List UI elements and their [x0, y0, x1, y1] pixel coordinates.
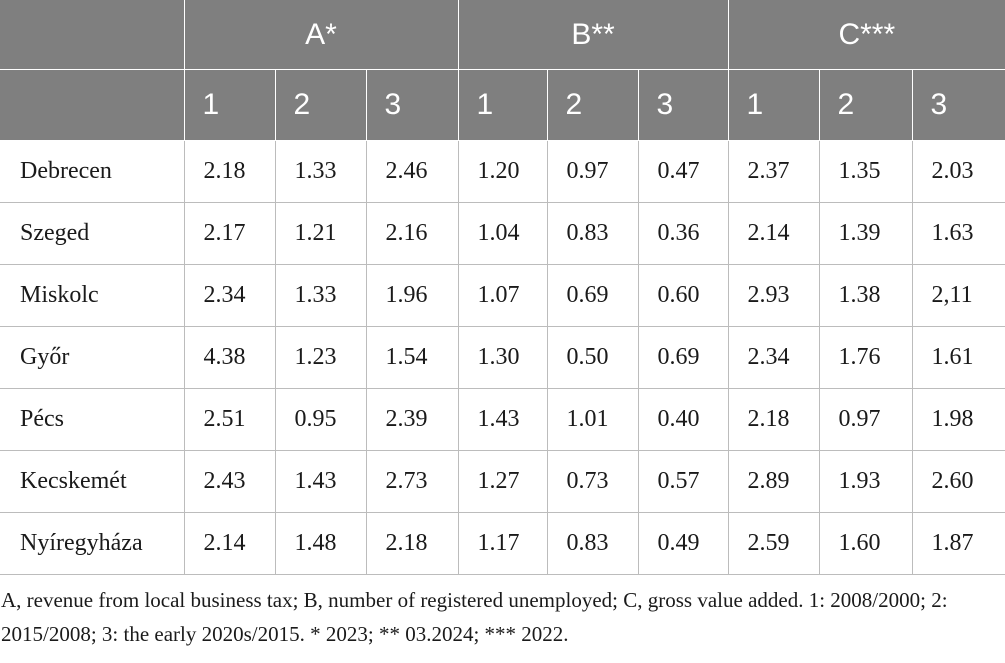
value-cell: 1.96: [366, 265, 458, 327]
row-city-cell: Nyíregyháza: [0, 513, 184, 575]
value-cell: 2.89: [728, 451, 819, 513]
value-cell: 2.18: [366, 513, 458, 575]
value-cell: 2,11: [912, 265, 1005, 327]
value-cell: 2.14: [184, 513, 275, 575]
value-cell: 2.16: [366, 203, 458, 265]
value-cell: 0.69: [547, 265, 638, 327]
value-cell: 1.60: [819, 513, 912, 575]
header-sub-c1: 1: [728, 70, 819, 141]
value-cell: 1.43: [275, 451, 366, 513]
value-cell: 1.17: [458, 513, 547, 575]
value-cell: 0.83: [547, 513, 638, 575]
value-cell: 2.60: [912, 451, 1005, 513]
header-group-b: B**: [458, 0, 728, 70]
row-city-cell: Kecskemét: [0, 451, 184, 513]
value-cell: 0.60: [638, 265, 728, 327]
value-cell: 1.07: [458, 265, 547, 327]
value-cell: 2.73: [366, 451, 458, 513]
value-cell: 4.38: [184, 327, 275, 389]
row-city-cell: Szeged: [0, 203, 184, 265]
value-cell: 2.18: [728, 389, 819, 451]
value-cell: 0.57: [638, 451, 728, 513]
value-cell: 0.49: [638, 513, 728, 575]
value-cell: 2.03: [912, 141, 1005, 203]
table-row: [0, 451, 1005, 513]
table-row: [0, 203, 1005, 265]
header-corner-sub: [0, 70, 184, 141]
value-cell: 1.23: [275, 327, 366, 389]
value-cell: 1.48: [275, 513, 366, 575]
value-cell: 1.87: [912, 513, 1005, 575]
header-group-c: C***: [728, 0, 1005, 70]
table-body: [0, 141, 1005, 575]
value-cell: 1.61: [912, 327, 1005, 389]
value-cell: 2.34: [728, 327, 819, 389]
header-corner: [0, 0, 184, 70]
value-cell: 0.97: [819, 389, 912, 451]
value-cell: 1.33: [275, 141, 366, 203]
header-sub-a1: 1: [184, 70, 275, 141]
value-cell: 1.39: [819, 203, 912, 265]
value-cell: 1.30: [458, 327, 547, 389]
value-cell: 1.21: [275, 203, 366, 265]
value-cell: 1.98: [912, 389, 1005, 451]
value-cell: 1.38: [819, 265, 912, 327]
table-footnote: A, revenue from local business tax; B, number of registered unemployed; C, gross value added. 1: 2008/2000; 2: 2015/2008; 3: the early 2020s/2015. * 2023; ** 03.2024; *** 2022.: [1, 588, 948, 646]
row-city-cell: Győr: [0, 327, 184, 389]
table-row: [0, 389, 1005, 451]
value-cell: 2.46: [366, 141, 458, 203]
table-row: [0, 327, 1005, 389]
row-city-cell: Miskolc: [0, 265, 184, 327]
table-row: [0, 513, 1005, 575]
value-cell: 0.69: [638, 327, 728, 389]
value-cell: 1.33: [275, 265, 366, 327]
value-cell: 2.17: [184, 203, 275, 265]
header-sub-c3: 3: [912, 70, 1005, 141]
header-sub-a2: 2: [275, 70, 366, 141]
value-cell: 2.14: [728, 203, 819, 265]
value-cell: 2.51: [184, 389, 275, 451]
value-cell: 2.59: [728, 513, 819, 575]
value-cell: 1.27: [458, 451, 547, 513]
value-cell: 2.39: [366, 389, 458, 451]
row-city-cell: Pécs: [0, 389, 184, 451]
row-city-cell: Debrecen: [0, 141, 184, 203]
value-cell: 0.47: [638, 141, 728, 203]
value-cell: 0.40: [638, 389, 728, 451]
value-cell: 0.73: [547, 451, 638, 513]
value-cell: 1.76: [819, 327, 912, 389]
value-cell: 2.34: [184, 265, 275, 327]
value-cell: 2.37: [728, 141, 819, 203]
header-group-row: [0, 0, 1005, 70]
value-cell: 1.04: [458, 203, 547, 265]
header-group-a: A*: [184, 0, 458, 70]
value-cell: 2.43: [184, 451, 275, 513]
value-cell: 1.63: [912, 203, 1005, 265]
header-sub-b3: 3: [638, 70, 728, 141]
value-cell: 0.36: [638, 203, 728, 265]
value-cell: 2.93: [728, 265, 819, 327]
value-cell: 0.95: [275, 389, 366, 451]
value-cell: 1.01: [547, 389, 638, 451]
table-row: [0, 265, 1005, 327]
value-cell: 1.35: [819, 141, 912, 203]
value-cell: 1.93: [819, 451, 912, 513]
header-sub-b1: 1: [458, 70, 547, 141]
value-cell: 1.43: [458, 389, 547, 451]
value-cell: 1.54: [366, 327, 458, 389]
header-sub-row: [0, 70, 1005, 141]
value-cell: 1.20: [458, 141, 547, 203]
value-cell: 0.50: [547, 327, 638, 389]
table-row: [0, 141, 1005, 203]
header-sub-c2: 2: [819, 70, 912, 141]
value-cell: 0.83: [547, 203, 638, 265]
value-cell: 2.18: [184, 141, 275, 203]
header-sub-b2: 2: [547, 70, 638, 141]
header-sub-a3: 3: [366, 70, 458, 141]
value-cell: 0.97: [547, 141, 638, 203]
